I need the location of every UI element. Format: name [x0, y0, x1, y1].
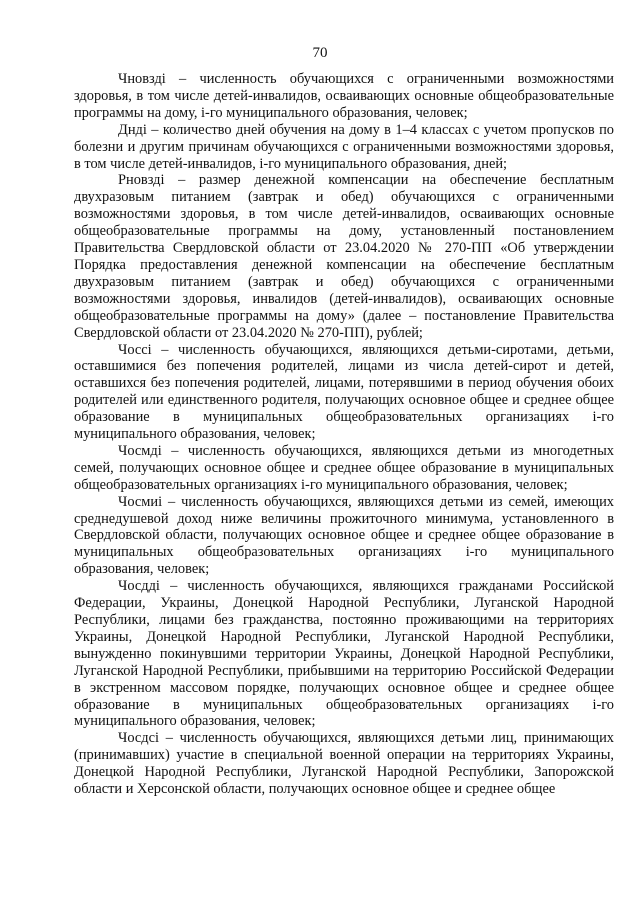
paragraph-chosds: Чосдсі – численность обучающихся, являющихся детьми лиц, принимающих (принимавших) участие в специальной военной операции на территориях Украины, Донецкой Народной Республики, Луганской Народной Республики, Запорожской области и Херсонской области, получающих основное общее и среднее общее [74, 730, 614, 798]
paragraph-chosdd: Чосдді – численность обучающихся, являющихся гражданами Российской Федерации, Украины, Донецкой Народной Республики, Луганской Народной Республики, лицами без гражданства, постоянно проживающими на территориях Украины, Донецкой Народной Республики, Луганской Народной Республики, вынужденно покинувшими территории Украины, Донецкой Народной Республики, Луганской Народной Республики, прибывшими на территорию Российской Федерации в экстренном массовом порядке, получающих основное общее и среднее общее образование в муниципальных общеобразовательных организациях i-го муниципального образования, человек; [74, 578, 614, 730]
paragraph-chosmi: Чосмиі – численность обучающихся, являющихся детьми из семей, имеющих среднедушевой доход ниже величины прожиточного минимума, установленного в Свердловской области, получающих основное общее и среднее общее образование в муниципальных общеобразовательных организациях i-го муниципального образования, человек; [74, 493, 614, 578]
paragraph-chosmd: Чосмді – численность обучающихся, являющихся детьми из многодетных семей, получающих основное общее и среднее общее образование в муниципальных общеобразовательных организациях i-го муниципального образования, человек; [74, 442, 614, 493]
paragraph-rnovzd: Рновзді – размер денежной компенсации на обеспечение бесплатным двухразовым питанием (завтрак и обед) обучающихся с ограниченными возможностями здоровья, в том числе детей-инвалидов, осваивающих основные общеобразовательные программы на дому, установленный постановлением Правительства Свердловской области от 23.04.2020 № 270-ПП «Об утверждении Порядка предоставления денежной компенсации на обеспечение бесплатным двухразовым питанием (завтрак и обед) обучающихся с ограниченными возможностями здоровья, инвалидов (детей-инвалидов), осваивающих основные общеобразовательные программы на дому» (далее – постановление Правительства Свердловской области от 23.04.2020 № 270-ПП), рублей; [74, 172, 614, 341]
paragraph-dnd: Днді – количество дней обучения на дому в 1–4 классах с учетом пропусков по болезни и другим причинам обучающихся с ограниченными возможностями здоровья, в том числе детей-инвалидов, i-го муниципального образования, дней; [74, 121, 614, 172]
paragraph-chnovzd: Чновзді – численность обучающихся с ограниченными возможностями здоровья, в том числе детей-инвалидов, осваивающих основные общеобразовательные программы на дому, i-го муниципального образования, человек; [74, 71, 614, 121]
document-body [74, 71, 614, 798]
paragraph-choss: Чоссі – численность обучающихся, являющихся детьми-сиротами, детьми, оставшимися без попечения родителей, лицами из числа детей-сирот и детей, оставшихся без попечения родителей, лицами, потерявшими в период обучения обоих родителей или единственного родителя, получающих основное общее и среднее общее образование в муниципальных общеобразовательных организациях i-го муниципального образования, человек; [74, 341, 614, 443]
page-number: 70 [312, 45, 328, 61]
